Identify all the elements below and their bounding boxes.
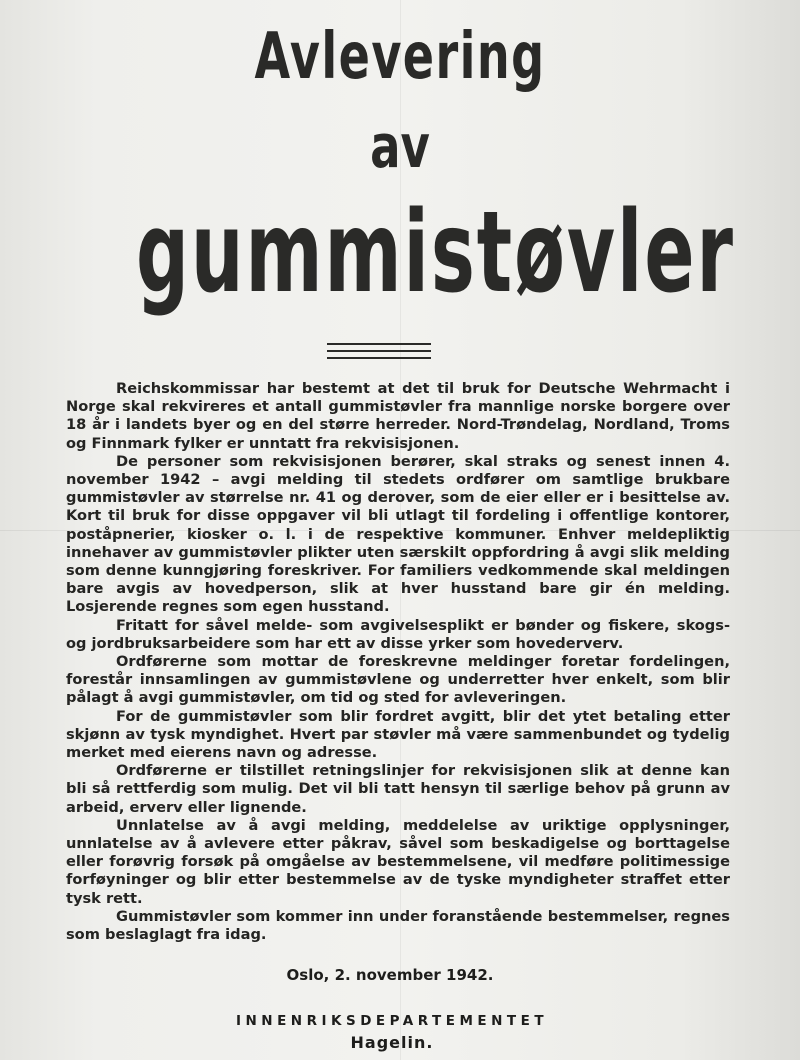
paragraph: Ordførerne som mottar de foreskrevne meldinger foretar fordelingen, forestår innsamlingen av gummistøvlene og underretter hver enkelt, som blir pålagt å avgi gummistøvler, om tid og sted for avleveringen.	[66, 653, 730, 707]
title-line-2: av	[370, 112, 430, 182]
paragraph: Gummistøvler som kommer inn under foranstående bestemmelser, regnes som beslaglagt fra idag.	[66, 907, 730, 944]
notice-body	[66, 380, 730, 944]
signer-name: Hagelin.	[350, 1033, 434, 1052]
paragraph: Fritatt for såvel melde- som avgivelsesplikt er bønder og fiskere, skogs- og jordbruksarbeidere som har ett av disse yrker som hovederverv.	[66, 616, 730, 652]
paragraph: De personer som rekvisisjonen berører, skal straks og senest innen 4. november 1942 – avgi melding til stedets ordfører om samtlige brukbare gummistøvler av størrelse nr. 41 og derover, som de eier eller er i besittelse av. Kort til bruk for disse oppgaver vil bli utlagt til fordeling i offentlige kontorer, poståpnerier, kiosker o. l. i de respektive kommuner. Enhver meldepliktig innehaver av gummistøvler plikter uten særskilt oppfordring å avgi slik melding som denne kunngjøring foreskriver. For familiers vedkommende skal meldingen bare avgis av hovedperson, slik at hver husstand bare gir én melding. Losjerende regnes som egen husstand.	[66, 452, 730, 616]
paragraph: Reichskommissar har bestemt at det til bruk for Deutsche Wehrmacht i Norge skal rekvireres et antall gummistøvler fra mannlige norske borgere over 18 år i landets byer og en del større herreder. Nord-Trøndelag, Nordland, Troms og Finnmark fylker er unntatt fra rekvisisjonen.	[66, 380, 730, 452]
department-name: INNENRIKSDEPARTEMENTET	[235, 1013, 549, 1029]
title-divider	[327, 350, 431, 352]
paragraph: For de gummistøvler som blir fordret avgitt, blir det ytet betaling etter skjønn av tysk myndighet. Hvert par støvler må være sammenbundet og tydelig merket med eierens navn og adresse.	[66, 707, 730, 762]
paragraph: Unnlatelse av å avgi melding, meddelelse av uriktige opplysninger, unnlatelse av å avlevere etter påkrav, såvel som beskadigelse og borttagelse eller forøvrig forsøk på omgåelse av bestemmelsene, vil medføre politimessige forføyninger og blir etter bestemmelse av de tyske myndigheter straffet etter tysk rett.	[66, 816, 730, 907]
title-line-3: gummistøvler	[136, 188, 735, 318]
title-divider	[327, 343, 431, 345]
title-line-1: Avlevering	[254, 20, 546, 94]
paragraph: Ordførerne er tilstillet retningslinjer for rekvisisjonen slik at denne kan bli så rettferdig som mulig. Det vil bli tatt hensyn til særlige behov på grunn av arbeid, erverv eller lignende.	[66, 762, 730, 816]
title-divider	[327, 357, 431, 359]
place-date: Oslo, 2. november 1942.	[286, 966, 494, 984]
